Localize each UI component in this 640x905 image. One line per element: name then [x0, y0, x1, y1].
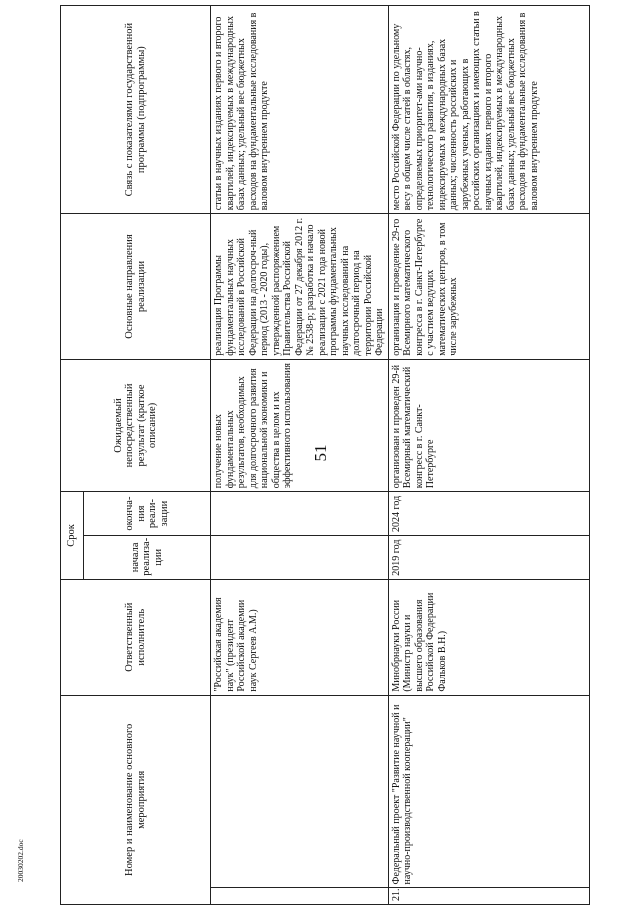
header-link: Связь с показателями государственной программы (подпрограммы)	[61, 6, 211, 214]
measures-table	[60, 5, 590, 905]
header-row-1	[61, 6, 84, 905]
table-row	[388, 6, 589, 905]
row-end	[211, 492, 389, 536]
row-executor: Минобрнауки России (Министр науки и высшего образования Российской Федерации Фальков В.Н.)	[388, 579, 589, 695]
row-name	[211, 695, 389, 888]
row-number	[211, 888, 389, 905]
header-executor: Ответственный исполнитель	[61, 579, 211, 695]
header-term: Срок	[61, 492, 84, 580]
row-link: статьи в научных изданиях первого и второго квартилей, индексируемых в международных базах данных; удельный вес бюджетных расходов на фундаментальные исследования в валовом внутреннем продукте	[211, 6, 389, 214]
row-result: получение новых фундаментальных результатов, необходимых для долгосрочного развития национальной экономики и общества в целом и их эффективного использования	[211, 359, 389, 491]
row-start	[211, 535, 389, 579]
header-directions: Основные направления реализации	[61, 214, 211, 359]
footer-filename: 20030202.doc	[16, 839, 25, 882]
row-number: 21.	[388, 888, 589, 905]
row-link: место Российской Федерации по удельному весу в общем числе статей в областях, определяемых приоритет-ами научно-технологического развития, в изданиях, индексируемых в международных базах данных; численность российских и зарубежных ученых, работающих в российских организациях и имеющих статьи в научных изданиях первого и второго квартилей, индексируемых в международных базах данных; удельный вес бюджетных расходов на фундаментальные исследования в валовом внутреннем продукте	[388, 6, 589, 214]
row-result: организован и проведен 29-й Всемирный математический конгресс в г. Санкт-Петербурге	[388, 359, 589, 491]
row-executor: "Российская академия наук" (президент Российской академии наук Сергеев А.М.)	[211, 579, 389, 695]
header-start: начала реализа-ции	[84, 535, 211, 579]
header-end: оконча-ния реали-зации	[84, 492, 211, 536]
header-number-name: Номер и наименование основного мероприятия	[61, 695, 211, 904]
rotated-table-container	[60, 0, 640, 905]
row-start: 2019 год	[388, 535, 589, 579]
row-directions: реализация Программы фундаментальных научных исследований в Российской Федерации на долгосроч-ный период (2013 - 2020 годы), утвержденной распоряжением Правительства Российской Федерации от 27 декабря 2012 г. № 2538-р; разработка и начало реализации с 2021 года новой программы фундаментальных научных исследований на долгосрочный период на территории Российской Федерации	[211, 214, 389, 359]
row-end: 2024 год	[388, 492, 589, 536]
header-result: Ожидаемый непосредственный результат (краткое описание)	[61, 359, 211, 491]
row-directions: организация и проведение 29-го Всемирного математического конгресса в г. Санкт-Петербурге с участием ведущих математических центров, в том числе зарубежных	[388, 214, 589, 359]
table-sheet	[60, 0, 640, 905]
page-number: 51	[311, 444, 330, 462]
row-name: Федеральный проект "Развитие научной и научно-производственной кооперации"	[388, 695, 589, 888]
table-row	[211, 6, 389, 905]
